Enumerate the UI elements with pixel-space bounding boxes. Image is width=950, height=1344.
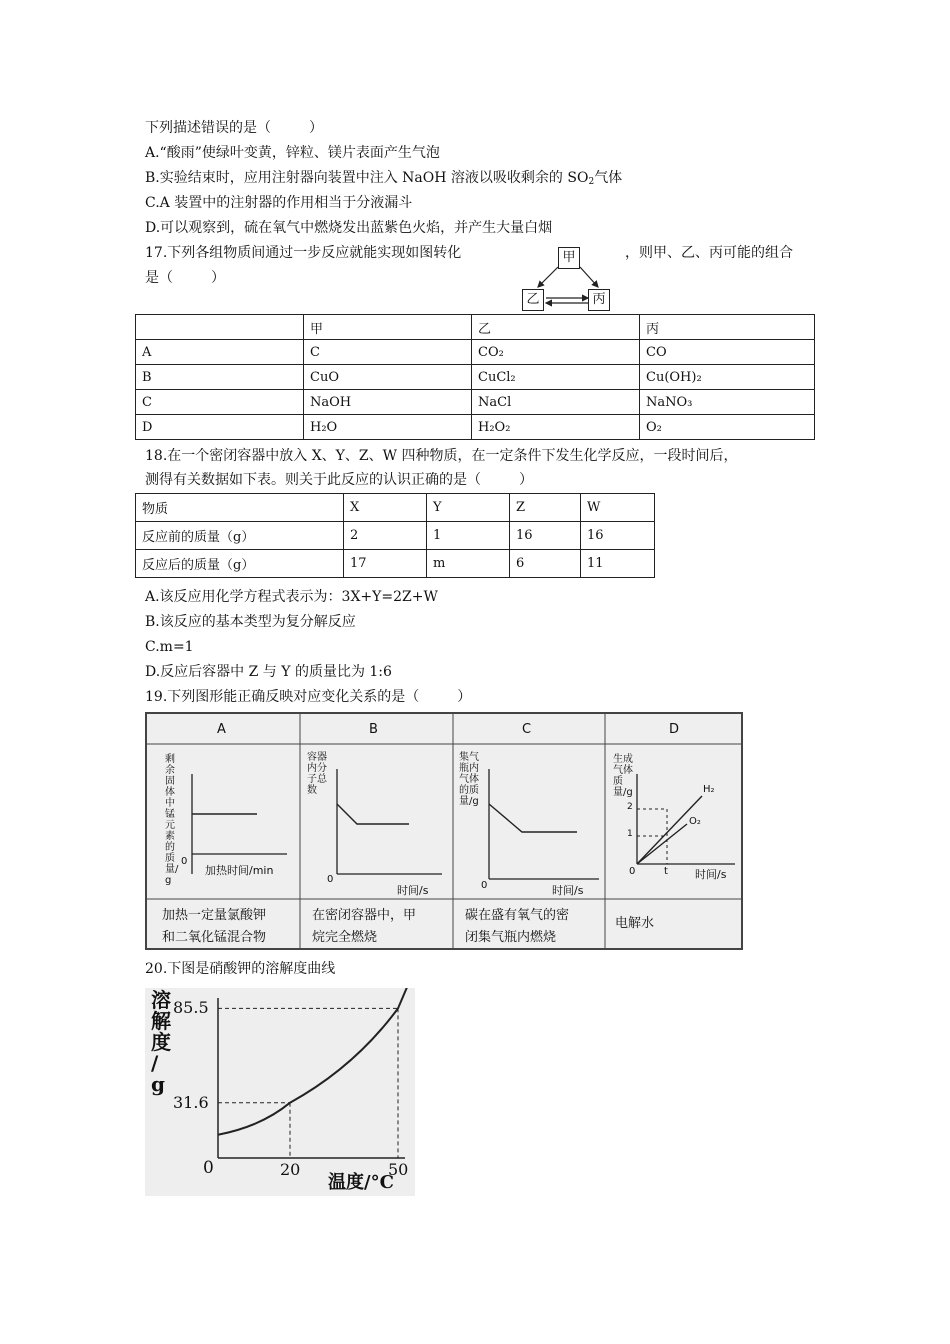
table-cell: Cu(OH)₂ bbox=[640, 365, 815, 390]
panel-d-letter: D bbox=[669, 722, 680, 737]
table-cell: H₂O₂ bbox=[472, 415, 640, 440]
table-row bbox=[136, 522, 655, 550]
q17-diagram bbox=[520, 245, 620, 315]
panel-b-caption: 烷完全燃烧 bbox=[312, 930, 378, 945]
q18-option-a: A.该反应用化学方程式表示为：3X+Y=2Z+W bbox=[145, 589, 438, 605]
table-cell: 16 bbox=[510, 522, 581, 550]
q18-table bbox=[135, 493, 655, 578]
q20-stem: 20.下图是硝酸钾的溶解度曲线 bbox=[145, 961, 336, 977]
table-cell: Z bbox=[510, 494, 581, 522]
q16-option-a: A.“酸雨”使绿叶变黄，锌粒、镁片表面产生气泡 bbox=[145, 145, 440, 161]
panel-c-ylabel: 集气瓶内气体的质量/g bbox=[459, 752, 479, 807]
panel-b-caption: 在密闭容器中，甲 bbox=[312, 908, 417, 923]
table-cell: CO₂ bbox=[472, 340, 640, 365]
panel-a-xlabel: 加热时间/min bbox=[205, 864, 274, 877]
panel-d-caption: 电解水 bbox=[615, 916, 655, 931]
panel-b-xlabel: 时间/s bbox=[397, 884, 429, 897]
table-cell: 物质 bbox=[136, 494, 344, 522]
table-cell bbox=[136, 315, 304, 340]
q20-xlabel: 温度/°C bbox=[328, 1172, 394, 1193]
table-cell: 16 bbox=[581, 522, 655, 550]
b-curve bbox=[337, 804, 409, 824]
panel-b-letter: B bbox=[369, 722, 378, 737]
table-cell: B bbox=[136, 365, 304, 390]
table-cell: C bbox=[136, 390, 304, 415]
q17-stem-line2: 是（ ） bbox=[145, 270, 225, 286]
table-cell: H₂O bbox=[304, 415, 472, 440]
table-cell: 1 bbox=[427, 522, 510, 550]
q18-option-b: B.该反应的基本类型为复分解反应 bbox=[145, 614, 356, 630]
table-cell: CO bbox=[640, 340, 815, 365]
table-cell: 甲 bbox=[304, 315, 472, 340]
q18-stem-line1: 18.在一个密闭容器中放入 X、Y、Z、W 四种物质，在一定条件下发生化学反应，一段时间后， bbox=[145, 448, 738, 464]
q18-stem-line2: 测得有关数据如下表。则关于此反应的认识正确的是（ ） bbox=[145, 472, 533, 488]
table-cell: 丙 bbox=[640, 315, 815, 340]
q18-option-c: C.m=1 bbox=[145, 639, 194, 655]
table-header-row bbox=[136, 494, 655, 522]
node-jia: 甲 bbox=[558, 247, 580, 269]
q16-stem: 下列描述错误的是（ ） bbox=[145, 120, 323, 136]
panel-a-letter: A bbox=[217, 722, 226, 737]
table-cell: CuCl₂ bbox=[472, 365, 640, 390]
table-row bbox=[136, 340, 815, 365]
table-cell: NaNO₃ bbox=[640, 390, 815, 415]
q19-stem: 19.下列图形能正确反映对应变化关系的是（ ） bbox=[145, 689, 472, 705]
panel-d-origin: 0 bbox=[629, 866, 636, 877]
q20-ytick: 31.6 bbox=[173, 1092, 209, 1112]
q20-ytick: 85.5 bbox=[173, 998, 209, 1018]
table-cell: D bbox=[136, 415, 304, 440]
table-cell: 反应后的质量（g） bbox=[136, 550, 344, 578]
panel-c-origin: 0 bbox=[481, 880, 488, 891]
q16-option-c: C.A 装置中的注射器的作用相当于分液漏斗 bbox=[145, 195, 413, 211]
q17-table bbox=[135, 314, 815, 440]
table-cell: A bbox=[136, 340, 304, 365]
arrow-jia-bing bbox=[580, 267, 598, 287]
d-o2-line bbox=[637, 824, 687, 864]
panel-a-caption: 加热一定量氯酸钾 bbox=[162, 908, 267, 923]
q20-xtick: 20 bbox=[280, 1160, 301, 1179]
table-cell: CuO bbox=[304, 365, 472, 390]
arrow-jia-yi bbox=[538, 267, 558, 287]
table-cell: 17 bbox=[344, 550, 427, 578]
table-cell: X bbox=[344, 494, 427, 522]
q20-figure bbox=[145, 988, 415, 1196]
table-cell: 11 bbox=[581, 550, 655, 578]
table-cell: NaCl bbox=[472, 390, 640, 415]
table-row bbox=[136, 365, 815, 390]
panel-d-ytick: 2 bbox=[627, 802, 633, 812]
panel-d-series-h2: H₂ bbox=[703, 784, 715, 795]
panel-d-ytick: 1 bbox=[627, 829, 633, 839]
table-cell: O₂ bbox=[640, 415, 815, 440]
q16-option-b: B.实验结束时，应用注射器向装置中注入 NaOH 溶液以吸收剩余的 $SO_2$气体 bbox=[145, 170, 623, 187]
panel-d-ylabel: 生成气体质量/g bbox=[613, 754, 633, 798]
panel-b-origin: 0 bbox=[327, 874, 334, 885]
q18-option-d: D.反应后容器中 Z 与 Y 的质量比为 1:6 bbox=[145, 664, 392, 680]
q20-xtick: 50 bbox=[388, 1160, 409, 1179]
d-h2-line bbox=[637, 796, 702, 864]
table-row bbox=[136, 550, 655, 578]
q20-origin: 0 bbox=[203, 1158, 214, 1178]
q17-stem: 17.下列各组物质间通过一步反应就能实现如图转化 bbox=[145, 245, 462, 261]
table-cell: 6 bbox=[510, 550, 581, 578]
panel-d-t-label: t bbox=[664, 866, 668, 877]
panel-a-ylabel: 剩余固体中锰元素的质量/g bbox=[165, 754, 179, 886]
panel-a-caption: 和二氧化锰混合物 bbox=[162, 930, 267, 945]
table-cell: NaOH bbox=[304, 390, 472, 415]
panel-d-xlabel: 时间/s bbox=[695, 868, 727, 881]
table-row bbox=[136, 390, 815, 415]
q19-figure bbox=[145, 712, 743, 950]
table-row bbox=[136, 415, 815, 440]
node-bing: 丙 bbox=[588, 289, 610, 311]
q17-stem-tail: ，则甲、乙、丙可能的组合 bbox=[625, 245, 793, 261]
panel-d-series-o2: O₂ bbox=[689, 816, 701, 827]
panel-c-caption: 闭集气瓶内燃烧 bbox=[465, 930, 557, 945]
node-yi: 乙 bbox=[522, 289, 544, 311]
table-cell: 2 bbox=[344, 522, 427, 550]
panel-c-letter: C bbox=[522, 722, 532, 737]
panel-c-caption: 碳在盛有氧气的密 bbox=[465, 908, 570, 923]
table-cell: W bbox=[581, 494, 655, 522]
table-cell: 反应前的质量（g） bbox=[136, 522, 344, 550]
table-cell: Y bbox=[427, 494, 510, 522]
table-header-row bbox=[136, 315, 815, 340]
table-cell: C bbox=[304, 340, 472, 365]
q20-solubility-curve bbox=[218, 988, 409, 1135]
panel-b-ylabel: 容器内分子总数 bbox=[307, 752, 327, 796]
panel-c-xlabel: 时间/s bbox=[552, 884, 584, 897]
q20-ylabel: 溶 解 度 / g bbox=[151, 988, 171, 1096]
c-curve bbox=[489, 804, 577, 832]
panel-a-origin: 0 bbox=[181, 856, 188, 867]
table-cell: 乙 bbox=[472, 315, 640, 340]
table-cell: m bbox=[427, 550, 510, 578]
q16-option-d: D.可以观察到，硫在氧气中燃烧发出蓝紫色火焰，并产生大量白烟 bbox=[145, 220, 553, 236]
